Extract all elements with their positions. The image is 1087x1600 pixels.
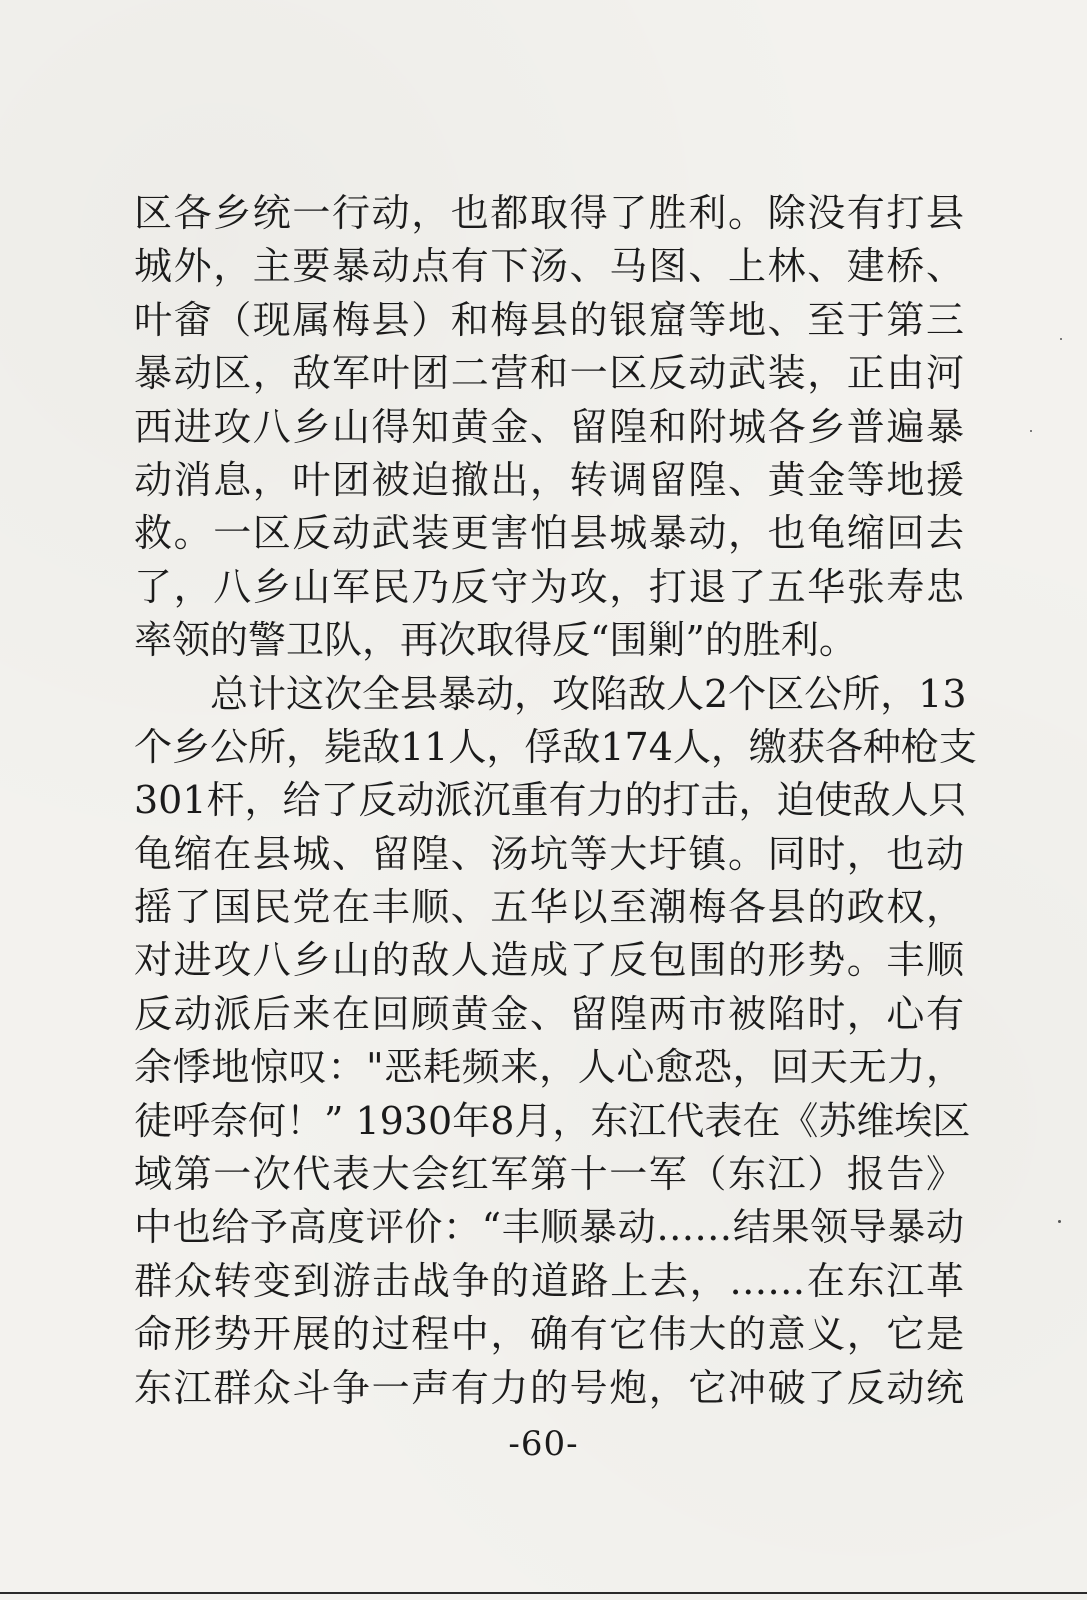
text-line: 了，八乡山军民乃反守为攻，打退了五华张寿忠 bbox=[134, 564, 964, 609]
text-line: 龟缩在县城、留隍、汤坑等大圩镇。同时，也动 bbox=[134, 831, 964, 876]
text-line: 摇了国民党在丰顺、五华以至潮梅各县的政权， bbox=[134, 885, 964, 930]
text-line: 区各乡统一行动，也都取得了胜利。除没有打县 bbox=[134, 191, 964, 235]
text-line: 中也给予高度评价：“丰顺暴动……结果领导暴动 bbox=[134, 1205, 964, 1250]
text-line: 西进攻八乡山得知黄金、留隍和附城各乡普遍暴 bbox=[134, 404, 964, 449]
text-line: 总计这次全县暴动，攻陷敌人2个区公所，13 bbox=[210, 671, 967, 716]
text-line: 余悸地惊叹："恶耗频来，人心愈恐，回天无力， bbox=[134, 1045, 964, 1090]
text-line: 东江群众斗争一声有力的号炮，它冲破了反动统 bbox=[134, 1365, 964, 1410]
text-line: 命形势开展的过程中，确有它伟大的意义，它是 bbox=[134, 1312, 964, 1357]
text-line: 反动派后来在回顾黄金、留隍两市被陷时，心有 bbox=[134, 991, 964, 1036]
text-line: 救。一区反动武装更害怕县城暴动，也龟缩回去 bbox=[134, 511, 964, 556]
text-line: 叶畲（现属梅县）和梅县的银窟等地、至于第三 bbox=[134, 297, 964, 342]
text-line: 个乡公所，毙敌11人，俘敌174人，缴获各种枪支 bbox=[134, 724, 977, 769]
text-line: 域第一次代表大会红军第十一军（东江）报告》 bbox=[134, 1152, 964, 1197]
text-line: 对进攻八乡山的敌人造成了反包围的形势。丰顺 bbox=[134, 938, 964, 983]
scan-speck bbox=[1060, 338, 1062, 340]
text-line: 群众转变到游击战争的道路上去，……在东江革 bbox=[134, 1258, 964, 1303]
body-text bbox=[134, 187, 977, 1415]
text-line: 城外，主要暴动点有下汤、马图、上林、建桥、 bbox=[134, 244, 964, 289]
scan-speck bbox=[1030, 430, 1032, 432]
page-number: -60- bbox=[508, 1424, 579, 1464]
text-line: 徒呼奈何！” 1930年8月，东江代表在《苏维埃区 bbox=[134, 1098, 971, 1143]
page-bottom-edge bbox=[0, 1592, 1087, 1594]
text-line: 动消息，叶团被迫撤出，转调留隍、黄金等地援 bbox=[134, 457, 964, 502]
scan-speck bbox=[1058, 1220, 1061, 1223]
text-line: 301杆，给了反动派沉重有力的打击，迫使敌人只 bbox=[134, 778, 967, 823]
text-line: 率领的警卫队，再次取得反“围剿”的胜利。 bbox=[134, 618, 857, 663]
text-line: 暴动区，敌军叶团二营和一区反动武装，正由河 bbox=[134, 351, 964, 396]
